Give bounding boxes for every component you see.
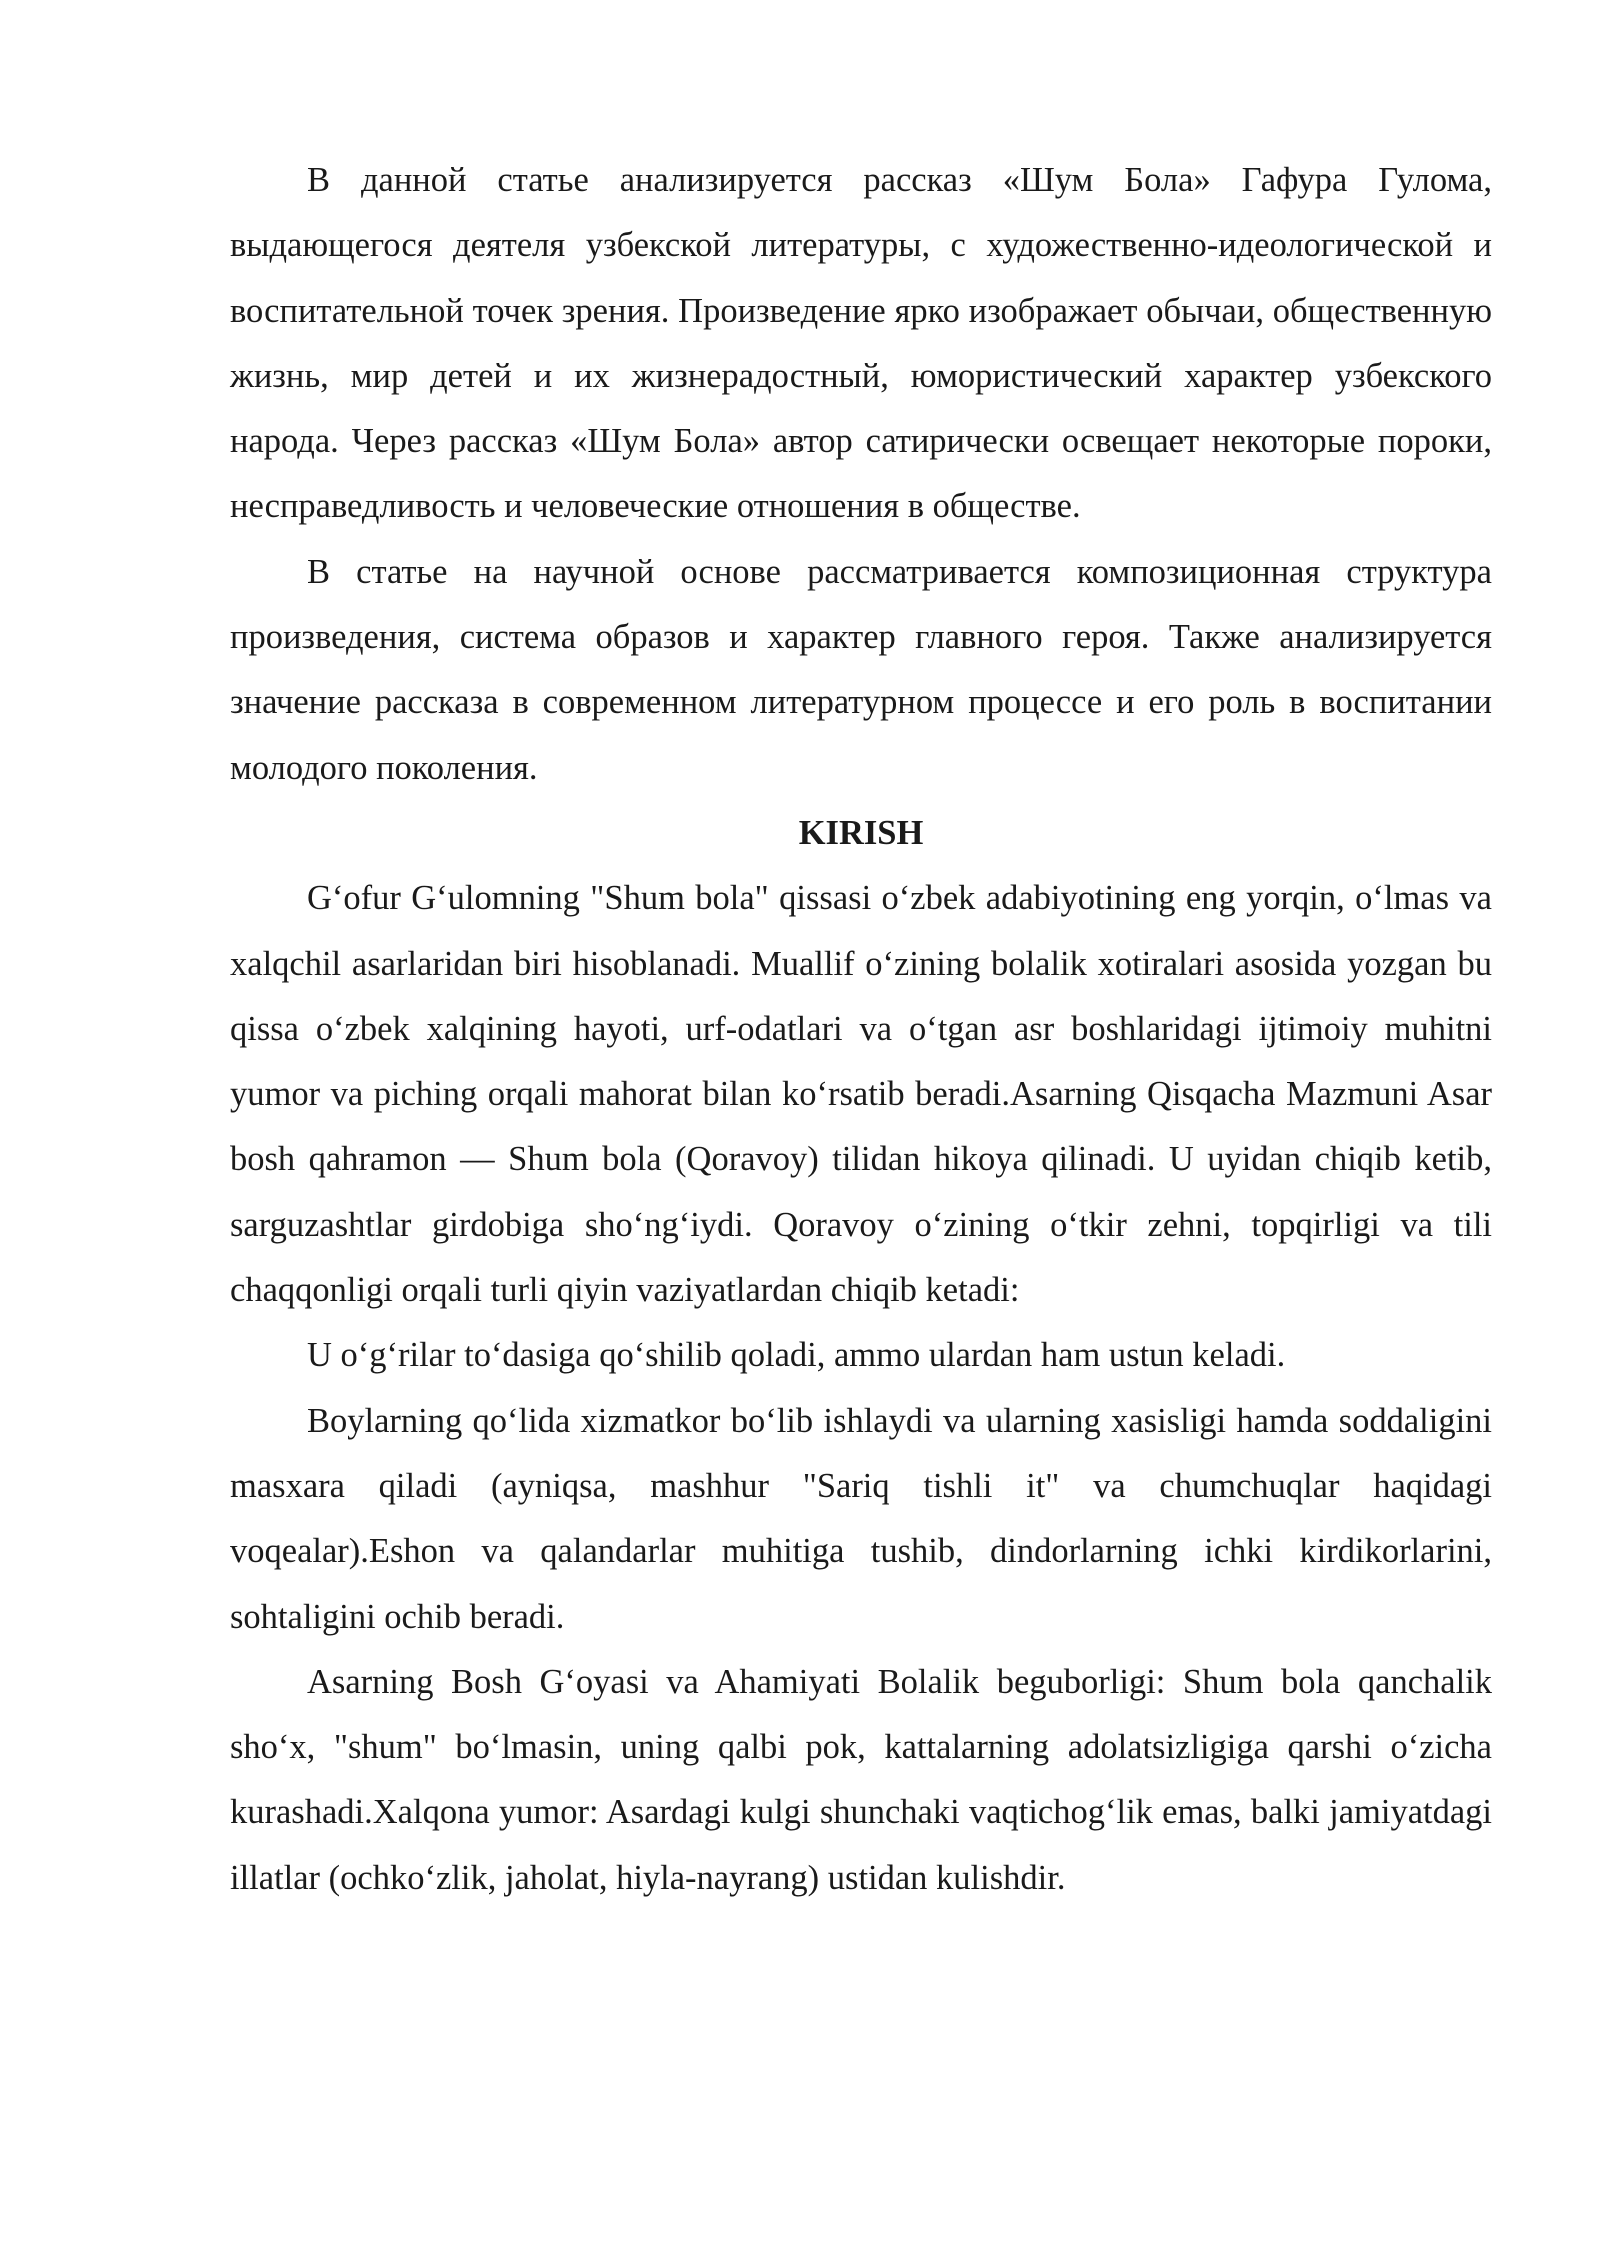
abstract-paragraph-2: В статье на научной основе рассматривается композиционная структура произведения, система образов и характер главного героя. Также анализируется значение рассказа в современном литературном процессе и его роль в воспитании молодого поколения. <box>230 552 1492 787</box>
section-heading: KIRISH <box>798 813 924 852</box>
body-paragraph-2: U oʻgʻrilar toʻdasiga qoʻshilib qoladi, ammo ulardan ham ustun keladi. <box>307 1336 1286 1375</box>
body-paragraph-1: Gʻofur Gʻulomning "Shum bola" qissasi oʻzbek adabiyotining eng yorqin, oʻlmas va xalqchil asarlaridan biri hisoblanadi. Muallif oʻzining bolalik xotiralari asosida yozgan bu qissa oʻzbek xalqining hayoti, urf-odatlari va oʻtgan asr boshlaridagi ijtimoiy muhitni yumor va piching orqali mahorat bilan koʻrsatib beradi.Asarning Qisqacha Mazmuni Asar bosh qahramon — Shum bola (Qoravoy) tilidan hikoya qilinadi. U uyidan chiqib ketib, sarguzashtlar girdobiga shoʻngʻiydi. Qoravoy oʻzining oʻtkir zehni, topqirligi va tili chaqqonligi orqali turli qiyin vaziyatlardan chiqib ketadi: <box>230 879 1492 1310</box>
body-paragraph-3: Boylarning qoʻlida xizmatkor boʻlib ishlaydi va ularning xasisligi hamda soddaligini masxara qiladi (ayniqsa, mashhur "Sariq tishli it" va chumchuqlar haqidagi voqealar).Eshon va qalandarlar muhitiga tushib, dindorlarning ichki kirdikorlarini, sohtaligini ochib beradi. <box>230 1401 1492 1636</box>
abstract-paragraph-1: В данной статье анализируется рассказ «Шум Бола» Гафура Гулома, выдающегося деятеля узбекской литературы, с художественно-идеологической и воспитательной точек зрения. Произведение ярко изображает обычаи, общественную жизнь, мир детей и их жизнерадостный, юмористический характер узбекского народа. Через рассказ «Шум Бола» автор сатирически освещает некоторые пороки, несправедливость и человеческие отношения в обществе. <box>230 161 1492 526</box>
body-paragraph-4: Asarning Bosh Gʻoyasi va Ahamiyati Bolalik beguborligi: Shum bola qanchalik shoʻx, "shum" boʻlmasin, uning qalbi pok, kattalarning adolatsizligiga qarshi oʻzicha kurashadi.Xalqona yumor: Asardagi kulgi shunchaki vaqtichogʻlik emas, balki jamiyatdagi illatlar (ochkoʻzlik, jaholat, hiyla-nayrang) ustidan kulishdir. <box>230 1662 1492 1897</box>
document-body <box>230 148 1492 1911</box>
